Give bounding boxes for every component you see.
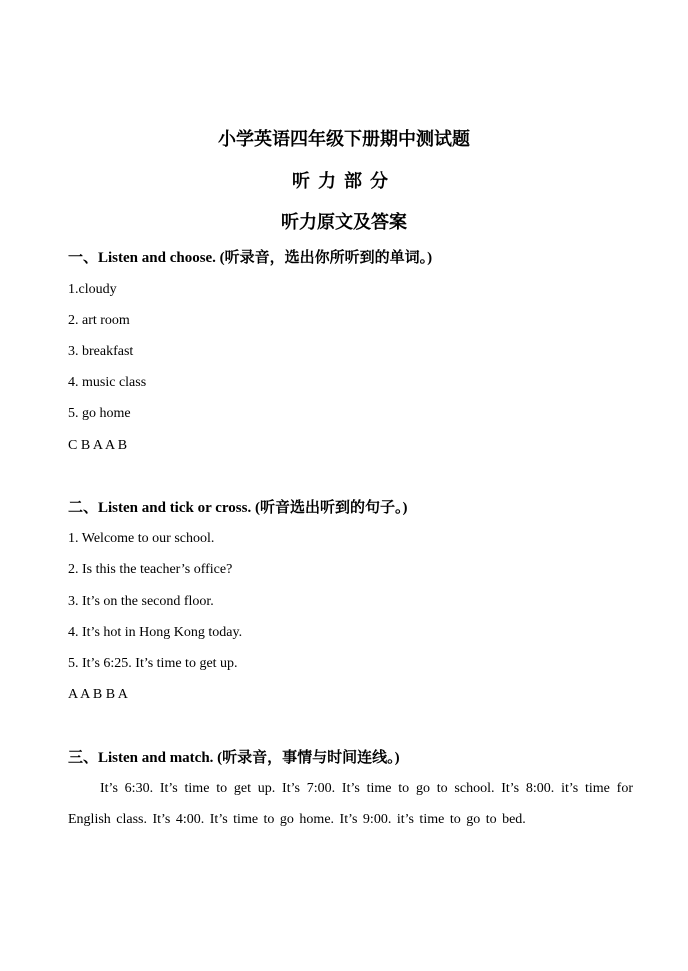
section2-item-1: 1. Welcome to our school. xyxy=(68,531,215,546)
section1-heading: 一、Listen and choose. (听录音，选出你所听到的单词。) xyxy=(68,250,433,266)
section1-answers: C B A A B xyxy=(68,438,128,453)
section2-item-4: 4. It’s hot in Hong Kong today. xyxy=(68,625,243,640)
document-subtitle-2: 听力原文及答案 xyxy=(281,212,407,232)
section1-item-2: 2. art room xyxy=(68,313,130,328)
section2-answers: A A B B A xyxy=(68,687,128,702)
document-subtitle: 听力部分 xyxy=(292,171,396,191)
document-title: 小学英语四年级下册期中测试题 xyxy=(218,129,470,149)
section2-item-3: 3. It’s on the second floor. xyxy=(68,594,214,609)
section3-heading: 三、Listen and match. (听录音，事情与时间连线。) xyxy=(68,750,400,766)
section2-item-5: 5. It’s 6:25. It’s time to get up. xyxy=(68,656,238,671)
section3-paragraph: It’s 6:30. It’s time to get up. It’s 7:00. It’s time to go to school. It’s 8:00. it’s time for English class. It’s 4:00. It’s time to go home. It’s 9:00. it’s time to go to bed. xyxy=(68,781,633,827)
section1-item-5: 5. go home xyxy=(68,406,131,421)
section2-heading: 二、Listen and tick or cross. (听音选出听到的句子。) xyxy=(68,500,408,516)
section1-item-4: 4. music class xyxy=(68,375,147,390)
section1-item-1: 1.cloudy xyxy=(68,282,117,297)
section1-item-3: 3. breakfast xyxy=(68,344,134,359)
section2-item-2: 2. Is this the teacher’s office? xyxy=(68,562,233,577)
